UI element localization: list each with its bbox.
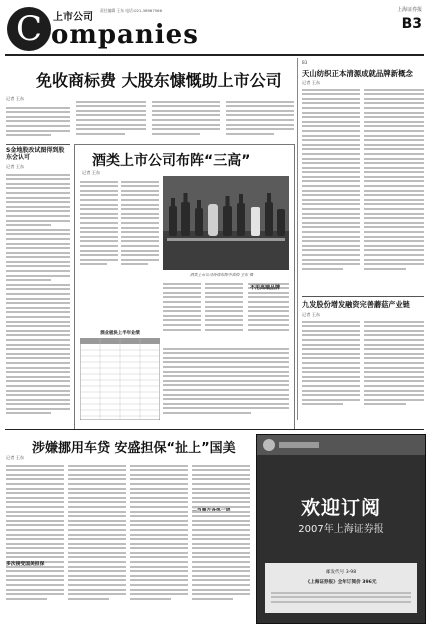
right-story1-col1: [302, 86, 360, 296]
feature-col4: [205, 280, 243, 340]
bottom-headline: 涉嫌挪用车贷 安盛担保“扯上”国美: [32, 441, 236, 456]
table-title: 酒业板块上半年业绩: [100, 331, 140, 336]
story1-col3: [152, 98, 220, 141]
masthead-cn-title: 上市公司: [53, 12, 93, 23]
story1-col1: [6, 104, 70, 141]
right-story2-col1: [302, 318, 360, 422]
story2-byline: 记者 王东: [6, 164, 25, 169]
ad-footer: 《上海证券报》全年订阅价 396元: [305, 580, 377, 585]
right-story2-rule: [302, 296, 424, 297]
right-story1-title: 天山纺织正本清源成就品牌新概念: [302, 69, 413, 78]
masthead-rule: [5, 54, 424, 56]
wine-bottles-image: [163, 176, 289, 270]
bottom-col2: [68, 462, 126, 622]
story2-title: S金地股改试图得到股东会认可: [6, 147, 65, 162]
feature-photo: [163, 176, 289, 270]
table-grid: [80, 338, 160, 420]
main-headline: 免收商标费 大股东慷慨助上市公司: [36, 71, 282, 90]
data-table: [80, 330, 160, 420]
story1-col4: [226, 98, 294, 141]
masthead-logo-letter: C: [15, 9, 42, 49]
masthead-newspaper-name: 上海证券报: [396, 7, 422, 13]
story2-body: [6, 171, 70, 427]
right-story2-title: 九发股份增发融资完善蘑菇产业链: [302, 300, 410, 309]
bottom-col4: [192, 462, 250, 622]
bottom-byline: 记者 王东: [6, 455, 25, 460]
bottom-col3: [130, 462, 188, 622]
masthead-en-title: ompanies: [51, 20, 199, 50]
ad-note: 邮发代号 3-98: [325, 570, 357, 575]
ad-year-text: 2007年上海证券报: [298, 524, 384, 535]
feature-byline: 记者 王东: [82, 170, 101, 175]
feature-col3: [163, 280, 201, 340]
ad-block: [256, 434, 426, 624]
feature-headline: 酒类上市公司布阵“三高”: [92, 153, 251, 169]
masthead-logo-circle: [7, 7, 51, 51]
right-story2-col2: [364, 318, 424, 422]
bottom-sub1: 多次接受国美担保: [6, 562, 45, 567]
story1-col2: [76, 98, 146, 141]
right-section-label: B3: [302, 60, 308, 65]
masthead: [5, 3, 424, 55]
ad-fine-print: [271, 589, 411, 609]
right-story2-byline: 记者 王东: [302, 312, 321, 317]
bottom-col1: [6, 462, 64, 622]
ad-logo-icon: [257, 435, 425, 455]
side-headline: 不用高端品牌: [250, 285, 281, 291]
ad-main-text: 欢迎订阅: [300, 497, 381, 519]
photo-caption: 酒类上市公司持续布阵中高档 王东 摄: [190, 272, 254, 277]
story1-byline: 记者 王东: [6, 96, 25, 101]
right-story1-byline: 记者 王东: [302, 80, 321, 85]
feature-col2: [121, 178, 159, 278]
feature-col6: [163, 345, 289, 423]
feature-col1: [80, 178, 118, 278]
right-column-divider: [297, 58, 298, 420]
masthead-small-header: 责任编辑 王东 电话:021-38967566: [100, 8, 163, 13]
right-story1-col2: [364, 86, 424, 296]
story2-rule: [6, 144, 70, 145]
bottom-rule: [5, 429, 424, 430]
section-code: B3: [401, 16, 422, 32]
